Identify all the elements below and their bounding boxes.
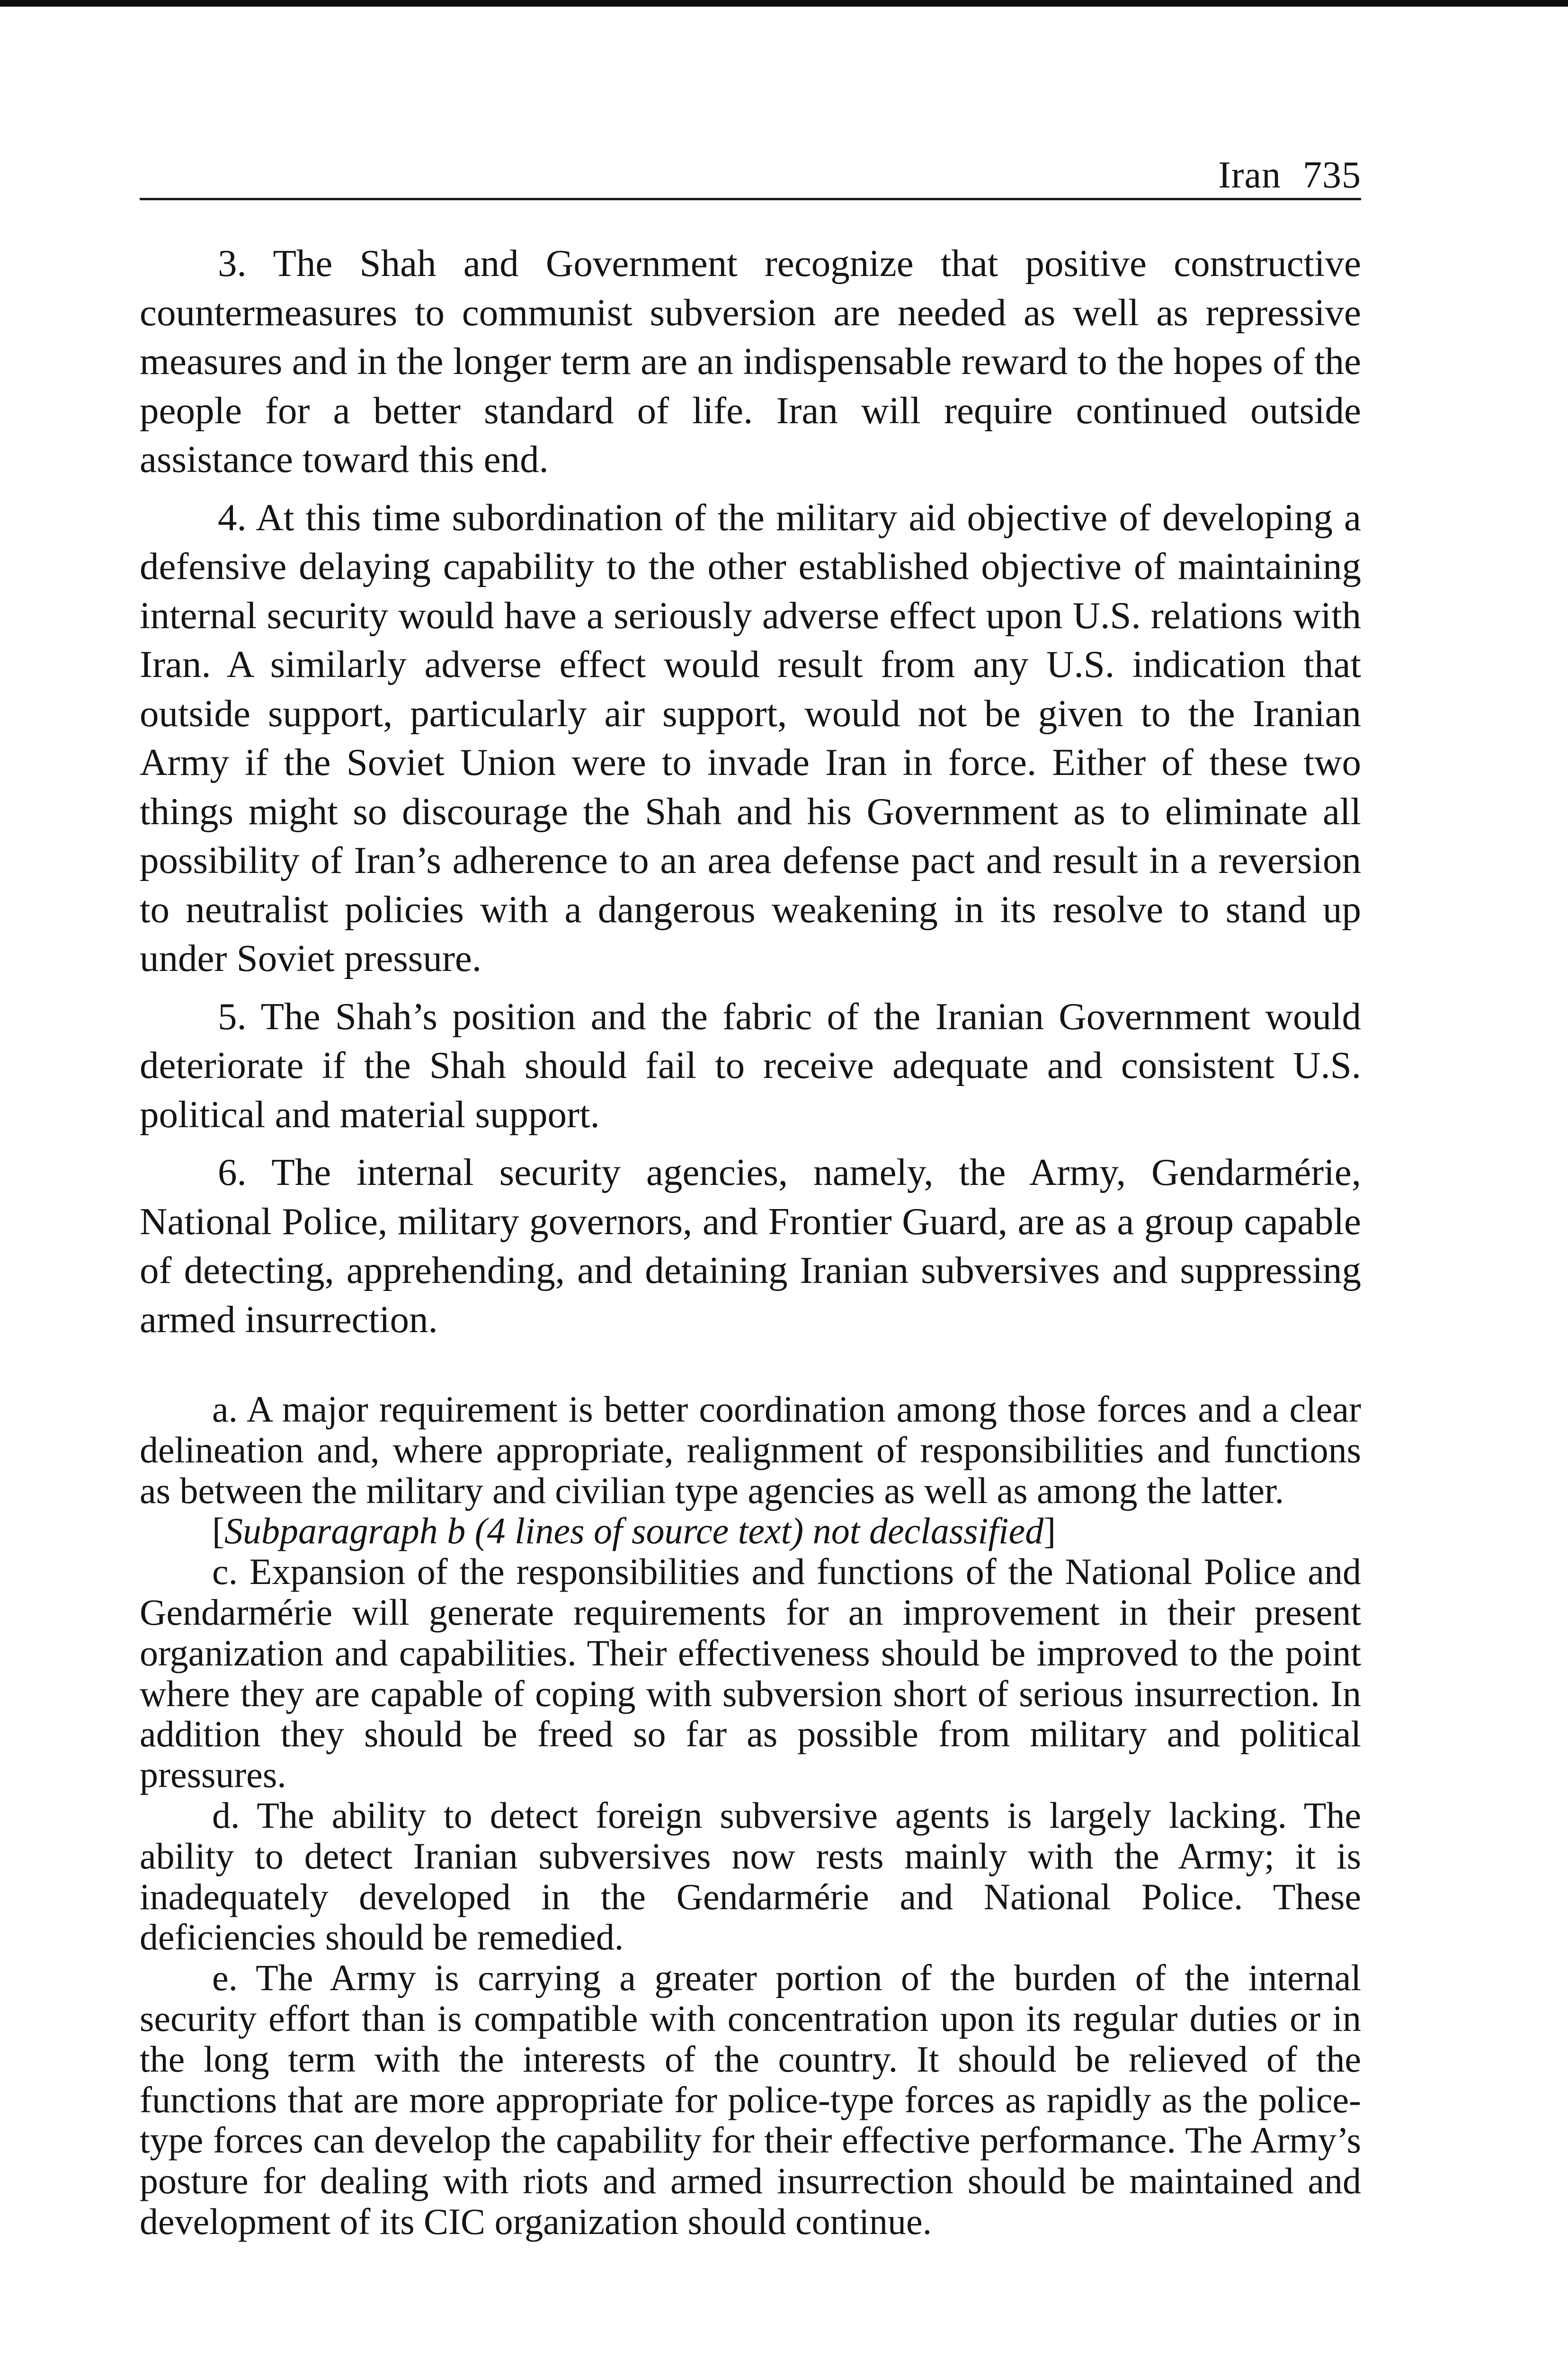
- running-title: Iran: [1218, 154, 1281, 196]
- note-open-bracket: [: [212, 1510, 224, 1552]
- document-body: [140, 239, 1361, 2242]
- page-number: 735: [1303, 154, 1361, 196]
- note-close-bracket: ]: [1043, 1510, 1056, 1552]
- running-header: [140, 142, 1361, 200]
- subparagraph-a: a. A major requirement is better coordination among those forces and a clear delineation and, where appropriate, realignment of responsibilities and functions as between the military and civilian type agencies as well as among the latter.: [140, 1388, 1361, 1511]
- subparagraph-e: e. The Army is carrying a greater portion of the burden of the internal security effort than is compatible with concentration upon its regular duties or in the long term with the interests of the country. It should be relieved of the functions that are more appropriate for police-type forces as rapidly as the police-type forces can develop the capability for their effective performance. The Army’s posture for dealing with riots and armed insurrection should be maintained and development of its CIC organization should continue.: [140, 1957, 1361, 2242]
- subparagraph-d: d. The ability to detect foreign subversive agents is largely lacking. The ability to detect Iranian subversives now rests mainly with the Army; it is inadequately developed in the Gendarmérie and National Police. These deficiencies should be remedied.: [140, 1794, 1361, 1958]
- subparagraph-list: [140, 1389, 1361, 2242]
- running-head-text: [1218, 156, 1361, 194]
- subparagraph-c: c. Expansion of the responsibilities and functions of the National Police and Gendarmérie will generate requirements for an improvement in their present organization and capabilities. Their effectiveness should be improved to the point where they are capable of coping with subversion short of serious insurrection. In addition they should be freed so far as possible from military and political pressures.: [140, 1551, 1361, 1796]
- paragraph-6: 6. The internal security agencies, namely, the Army, Gendarmérie, National Police, military governors, and Frontier Guard, are as a group capable of detecting, apprehending, and detaining Iranian subversives and suppressing armed insurrection.: [140, 1151, 1361, 1341]
- note-text: Subparagraph b (4 lines of source text) not declassified: [224, 1510, 1044, 1552]
- paragraph-3: 3. The Shah and Government recognize that positive constructive countermeasures to communist subversion are needed as well as repressive measures and in the longer term are an indispensable reward to the hopes of the people for a better standard of life. Iran will require continued outside assistance toward this end.: [140, 242, 1361, 481]
- paragraph-5: 5. The Shah’s position and the fabric of the Iranian Government would deteriorate if the Shah should fail to receive adequate and consistent U.S. political and material support.: [140, 995, 1361, 1136]
- subparagraph-b-declassification-note: [140, 1511, 1361, 1551]
- paragraph-4: 4. At this time subordination of the military aid objective of developing a defensive delaying capability to the other established objective of maintaining internal security would have a seriously adverse effect upon U.S. relations with Iran. A similarly adverse effect would result from any U.S. indication that outside support, particularly air support, would not be given to the Iranian Army if the Soviet Union were to invade Iran in force. Either of these two things might so discourage the Shah and his Government as to eliminate all possibility of Iran’s adherence to an area defense pact and result in a reversion to neutralist policies with a dangerous weakening in its resolve to stand up under Soviet pressure.: [140, 496, 1361, 979]
- scan-top-edge: [0, 0, 1568, 7]
